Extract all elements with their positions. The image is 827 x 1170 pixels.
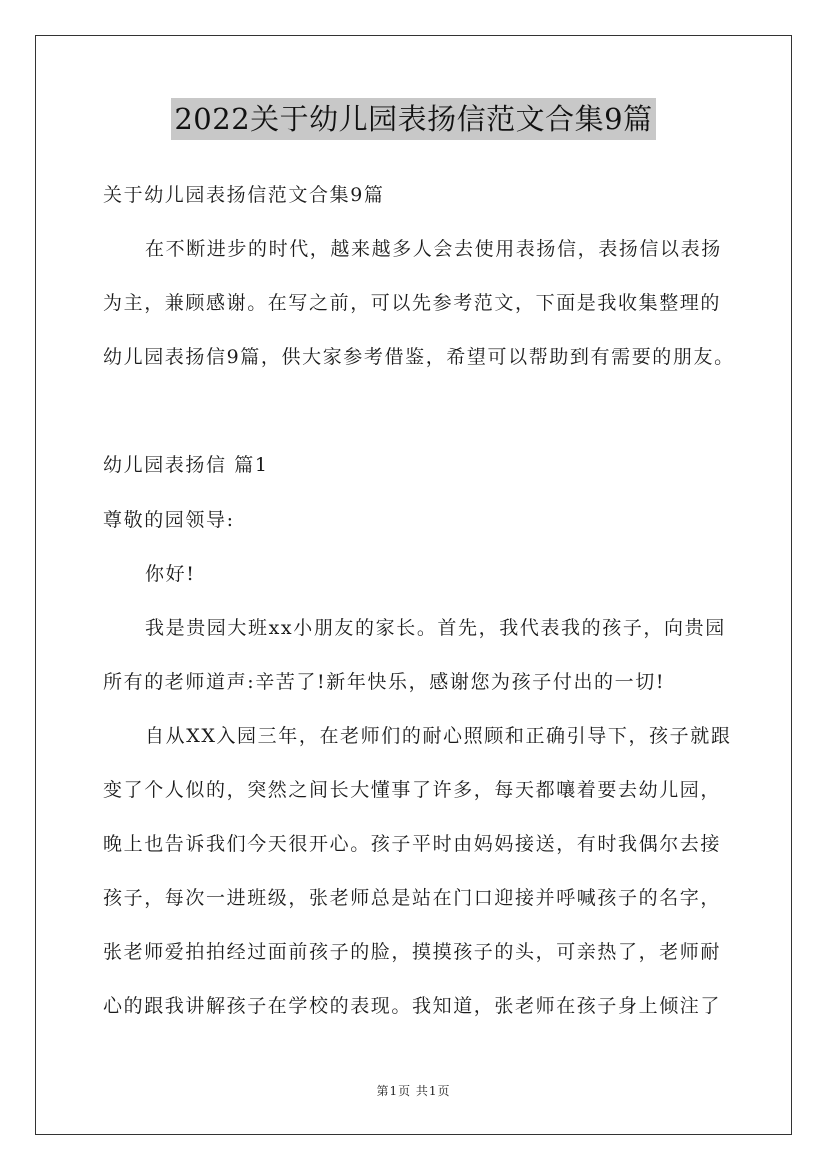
section-heading: 幼儿园表扬信 篇1 <box>103 454 269 476</box>
paragraph-line: 自从XX入园三年，在老师们的耐心照顾和正确引导下，孩子就跟 <box>145 725 732 747</box>
greeting: 你好! <box>145 563 196 585</box>
salutation: 尊敬的园领导: <box>103 509 235 531</box>
paragraph-line: 孩子，每次一进班级，张老师总是站在门口迎接并呼喊孩子的名字， <box>103 887 722 909</box>
paragraph-line: 变了个人似的，突然之间长大懂事了许多，每天都嚷着要去幼儿园， <box>103 779 722 801</box>
document-subtitle: 关于幼儿园表扬信范文合集9篇 <box>103 184 385 206</box>
document-title: 2022关于幼儿园表扬信范文合集9篇 <box>171 98 655 140</box>
title-container <box>0 98 827 140</box>
paragraph-line: 张老师爱拍拍经过面前孩子的脸，摸摸孩子的头，可亲热了，老师耐 <box>103 941 722 963</box>
paragraph-line: 心的跟我讲解孩子在学校的表现。我知道，张老师在孩子身上倾注了 <box>103 995 722 1017</box>
paragraph-line: 我是贵园大班xx小朋友的家长。首先，我代表我的孩子，向贵园 <box>145 617 726 639</box>
paragraph-line: 所有的老师道声:辛苦了!新年快乐，感谢您为孩子付出的一切! <box>103 671 666 693</box>
intro-line: 幼儿园表扬信9篇，供大家参考借鉴，希望可以帮助到有需要的朋友。 <box>103 346 735 368</box>
intro-line: 在不断进步的时代，越来越多人会去使用表扬信，表扬信以表扬 <box>145 238 722 260</box>
paragraph-line: 晚上也告诉我们今天很开心。孩子平时由妈妈接送，有时我偶尔去接 <box>103 833 722 855</box>
page-number: 第1页 共1页 <box>376 1084 451 1098</box>
intro-line: 为主，兼顾感谢。在写之前，可以先参考范文，下面是我收集整理的 <box>103 292 722 314</box>
